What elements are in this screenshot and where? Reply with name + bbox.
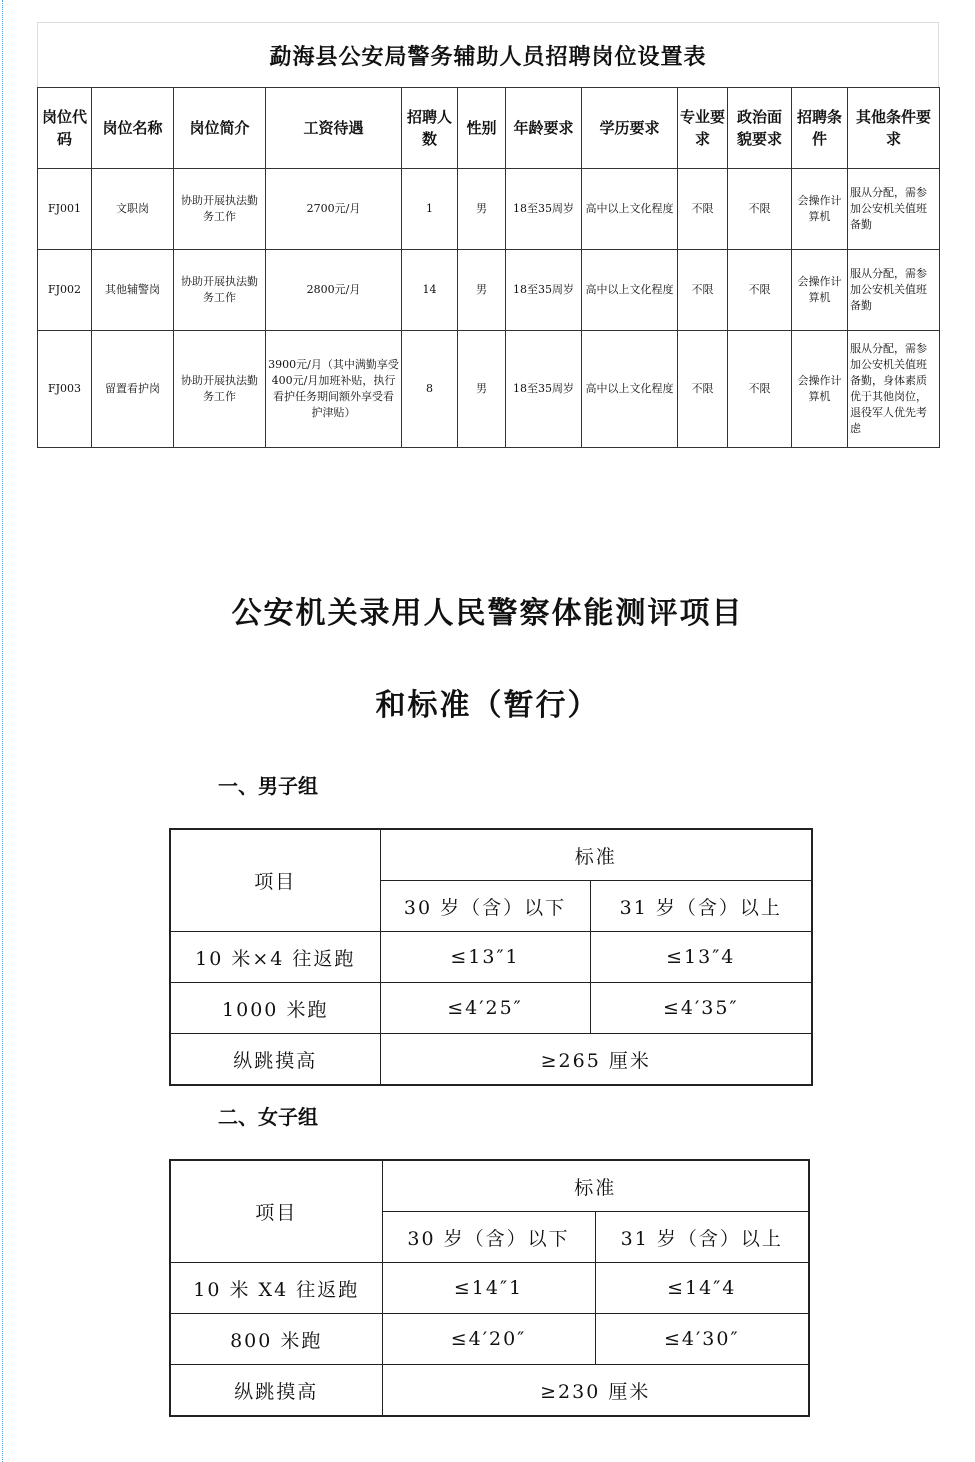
header-cell: 招聘人数 bbox=[402, 88, 458, 169]
table-cell: 3900元/月（其中满勤享受400元/月加班补贴，执行看护任务期间额外享受看护津贴） bbox=[266, 331, 402, 448]
table-cell: 不限 bbox=[728, 169, 792, 250]
header-cell: 岗位简介 bbox=[174, 88, 266, 169]
item-cell: 10 米 X4 往返跑 bbox=[170, 1263, 382, 1314]
age-over31-header: 31 岁（含）以上 bbox=[595, 1212, 809, 1263]
female-group-heading: 二、女子组 bbox=[218, 1105, 318, 1129]
table-cell: 男 bbox=[458, 331, 506, 448]
header-cell: 年龄要求 bbox=[506, 88, 582, 169]
header-cell: 岗位名称 bbox=[92, 88, 174, 169]
item-cell: 800 米跑 bbox=[170, 1314, 382, 1365]
page-edge-guide bbox=[2, 0, 3, 1462]
table-cell: 18至35周岁 bbox=[506, 250, 582, 331]
table-cell: 1 bbox=[402, 169, 458, 250]
fitness-title-line1: 公安机关录用人民警察体能测评项目 bbox=[231, 596, 744, 631]
value-cell: ≤4′20″ bbox=[382, 1314, 595, 1365]
fitness-title-line2: 和标准（暂行） bbox=[375, 688, 600, 723]
item-header: 项目 bbox=[170, 1160, 382, 1263]
age-over31-header: 31 岁（含）以上 bbox=[590, 881, 812, 932]
table-cell: 服从分配，需参加公安机关值班备勤 bbox=[848, 169, 940, 250]
value-cell: ≤4′30″ bbox=[595, 1314, 809, 1365]
table-cell: 高中以上文化程度 bbox=[582, 250, 678, 331]
item-header: 项目 bbox=[170, 829, 380, 932]
value-cell: ≤4′25″ bbox=[380, 983, 590, 1034]
value-cell: ≤14″1 bbox=[382, 1263, 595, 1314]
table-header-row bbox=[170, 1160, 809, 1212]
item-cell: 10 米×4 往返跑 bbox=[170, 932, 380, 983]
table-row bbox=[170, 1314, 809, 1365]
table-cell: 2700元/月 bbox=[266, 169, 402, 250]
table-row bbox=[170, 1263, 809, 1314]
table-cell: 服从分配，需参加公安机关值班备勤 bbox=[848, 250, 940, 331]
table-cell: 18至35周岁 bbox=[506, 331, 582, 448]
header-cell: 专业要求 bbox=[678, 88, 728, 169]
item-cell: 纵跳摸高 bbox=[170, 1365, 382, 1417]
table-cell: 不限 bbox=[678, 250, 728, 331]
table-cell: 2800元/月 bbox=[266, 250, 402, 331]
table-cell: FJ001 bbox=[38, 169, 92, 250]
table-cell: FJ002 bbox=[38, 250, 92, 331]
table-cell: 服从分配，需参加公安机关值班备勤，身体素质优于其他岗位，退役军人优先考虑 bbox=[848, 331, 940, 448]
header-cell: 政治面貌要求 bbox=[728, 88, 792, 169]
table-cell: 其他辅警岗 bbox=[92, 250, 174, 331]
recruitment-table bbox=[37, 87, 940, 448]
standard-header: 标准 bbox=[380, 829, 812, 881]
value-cell: ≤4′35″ bbox=[590, 983, 812, 1034]
table-cell: 不限 bbox=[678, 331, 728, 448]
item-cell: 纵跳摸高 bbox=[170, 1034, 380, 1086]
table-cell: 8 bbox=[402, 331, 458, 448]
table-row bbox=[170, 932, 812, 983]
table-row bbox=[38, 169, 940, 250]
table-row bbox=[170, 1034, 812, 1086]
header-cell: 工资待遇 bbox=[266, 88, 402, 169]
table-cell: 会操作计算机 bbox=[792, 331, 848, 448]
value-cell: ≤13″4 bbox=[590, 932, 812, 983]
table-cell: 18至35周岁 bbox=[506, 169, 582, 250]
value-cell: ≥265 厘米 bbox=[380, 1034, 812, 1086]
table-cell: 会操作计算机 bbox=[792, 169, 848, 250]
table-cell: FJ003 bbox=[38, 331, 92, 448]
header-cell: 学历要求 bbox=[582, 88, 678, 169]
male-fitness-table bbox=[169, 828, 813, 1086]
standard-header: 标准 bbox=[382, 1160, 809, 1212]
table-header-row bbox=[38, 88, 940, 169]
table-header-row bbox=[170, 829, 812, 881]
table-cell: 14 bbox=[402, 250, 458, 331]
male-group-heading: 一、男子组 bbox=[218, 774, 318, 798]
table-cell: 高中以上文化程度 bbox=[582, 331, 678, 448]
table-cell: 男 bbox=[458, 250, 506, 331]
table-cell: 协助开展执法勤务工作 bbox=[174, 331, 266, 448]
value-cell: ≥230 厘米 bbox=[382, 1365, 809, 1417]
table-row bbox=[170, 983, 812, 1034]
header-cell: 其他条件要求 bbox=[848, 88, 940, 169]
table-cell: 不限 bbox=[728, 331, 792, 448]
female-fitness-table bbox=[169, 1159, 810, 1417]
age-under30-header: 30 岁（含）以下 bbox=[380, 881, 590, 932]
table-cell: 高中以上文化程度 bbox=[582, 169, 678, 250]
value-cell: ≤14″4 bbox=[595, 1263, 809, 1314]
recruitment-table-title: 勐海县公安局警务辅助人员招聘岗位设置表 bbox=[37, 22, 939, 87]
header-cell: 岗位代码 bbox=[38, 88, 92, 169]
table-cell: 协助开展执法勤务工作 bbox=[174, 250, 266, 331]
table-cell: 留置看护岗 bbox=[92, 331, 174, 448]
table-cell: 文职岗 bbox=[92, 169, 174, 250]
table-cell: 男 bbox=[458, 169, 506, 250]
header-cell: 招聘条件 bbox=[792, 88, 848, 169]
recruitment-table-section bbox=[37, 22, 939, 448]
table-row bbox=[170, 1365, 809, 1417]
table-row bbox=[38, 250, 940, 331]
table-cell: 会操作计算机 bbox=[792, 250, 848, 331]
table-cell: 不限 bbox=[728, 250, 792, 331]
age-under30-header: 30 岁（含）以下 bbox=[382, 1212, 595, 1263]
value-cell: ≤13″1 bbox=[380, 932, 590, 983]
table-row bbox=[38, 331, 940, 448]
table-cell: 不限 bbox=[678, 169, 728, 250]
item-cell: 1000 米跑 bbox=[170, 983, 380, 1034]
table-cell: 协助开展执法勤务工作 bbox=[174, 169, 266, 250]
header-cell: 性别 bbox=[458, 88, 506, 169]
